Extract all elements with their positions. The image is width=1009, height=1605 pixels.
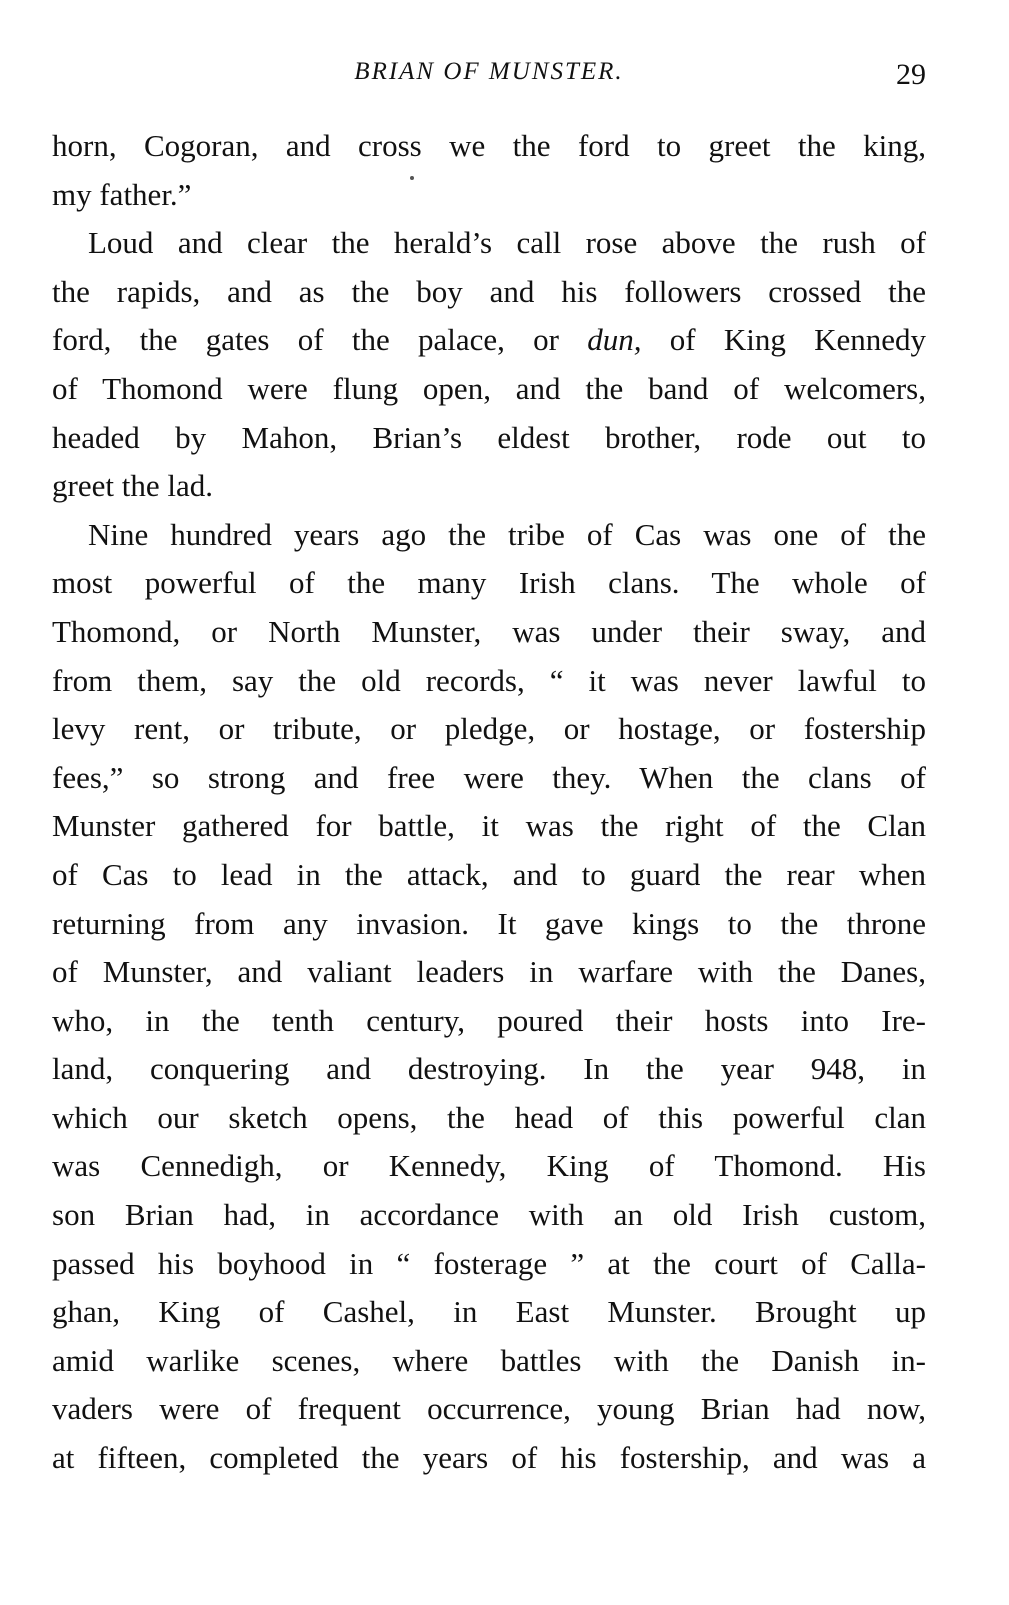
text-line: [52, 316, 926, 365]
italic-word: dun,: [587, 322, 642, 358]
text-line: headed by Mahon, Brian’s eldest brother, rode out to: [52, 419, 926, 455]
running-head: BRIAN OF MUNSTER.: [354, 58, 624, 85]
text-line: most powerful of the many Irish clans. The whole of: [52, 565, 926, 601]
text-line: passed his boyhood in “ fosterage ” at the court of Calla-: [52, 1245, 926, 1281]
text-line: of Cas to lead in the attack, and to guard the rear when: [52, 856, 926, 892]
text-line: the rapids, and as the boy and his followers crossed the: [52, 273, 926, 309]
text-line: Thomond, or North Munster, was under their sway, and: [52, 613, 926, 649]
text-line: was Cennedigh, or Kennedy, King of Thomond. His: [52, 1148, 926, 1184]
text-line: vaders were of frequent occurrence, young Brian had now,: [52, 1391, 926, 1427]
text-line: fees,” so strong and free were they. When the clans of: [52, 759, 926, 795]
text-line: Nine hundred years ago the tribe of Cas was one of the: [88, 516, 926, 552]
print-speck: [410, 176, 414, 180]
text-line: of Thomond were flung open, and the band of welcomers,: [52, 370, 926, 406]
text-line: returning from any invasion. It gave kings to the throne: [52, 905, 926, 941]
text-line: land, conquering and destroying. In the year 948, in: [52, 1051, 926, 1087]
text-line: which our sketch opens, the head of this powerful clan: [52, 1099, 926, 1135]
page-header: [52, 54, 926, 94]
text-line: Loud and clear the herald’s call rose above the rush of: [88, 225, 926, 261]
text-line: horn, Cogoran, and cross we the ford to greet the king,: [52, 128, 926, 163]
text-line: amid warlike scenes, where battles with the Danish in-: [52, 1342, 926, 1378]
text-line: greet the lad.: [52, 468, 213, 504]
text-line: who, in the tenth century, poured their hosts into Ire-: [52, 1002, 926, 1038]
text-line: at fifteen, completed the years of his fostership, and was a: [52, 1440, 926, 1476]
text-line: from them, say the old records, “ it was never lawful to: [52, 662, 926, 698]
body-text: [52, 122, 926, 1483]
text-line: son Brian had, in accordance with an old Irish custom,: [52, 1197, 926, 1233]
text-line: of Munster, and valiant leaders in warfare with the Danes,: [52, 954, 926, 990]
page-number: 29: [896, 58, 926, 91]
text-line: ghan, King of Cashel, in East Munster. Brought up: [52, 1294, 926, 1330]
text-line: Munster gathered for battle, it was the right of the Clan: [52, 808, 926, 844]
text-segment: of King Kennedy: [641, 322, 926, 358]
text-segment: ford, the gates of the palace, or: [52, 322, 588, 358]
text-line: levy rent, or tribute, or pledge, or hostage, or fostership: [52, 711, 926, 747]
text-line: my father.”: [52, 176, 192, 212]
